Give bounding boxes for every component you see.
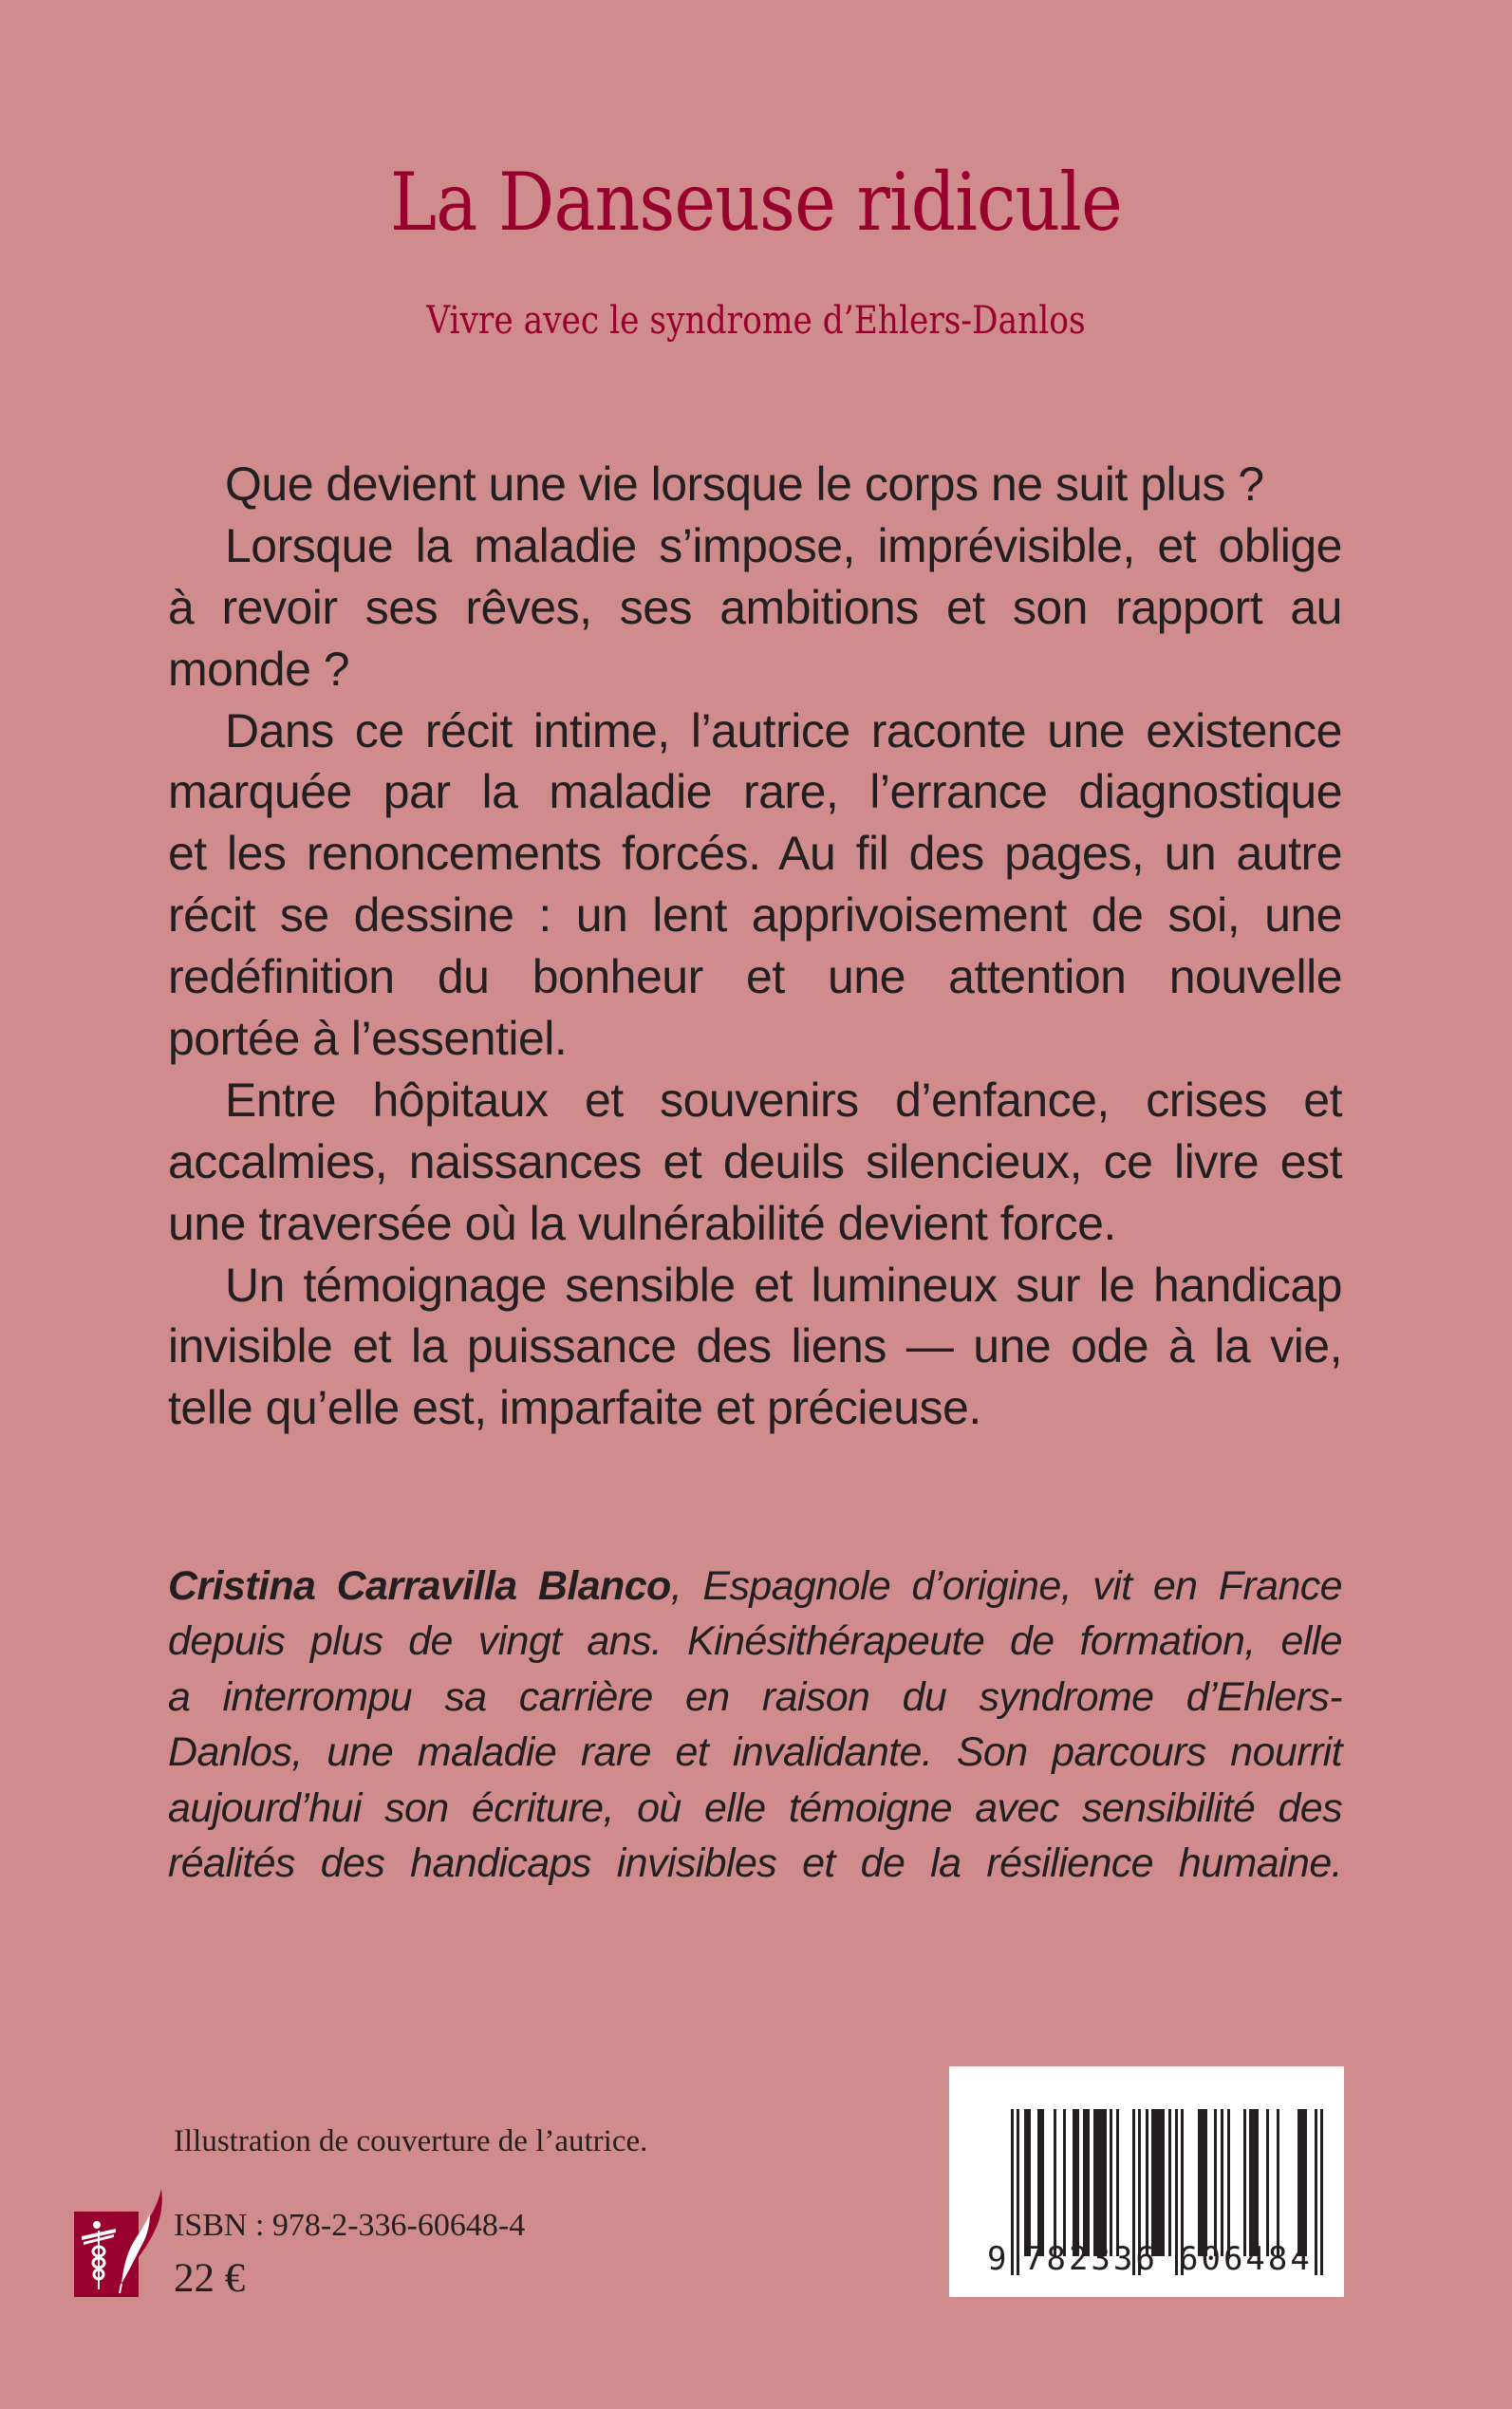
summary-line: Que devient une vie lorsque le corps ne suit plus ? — [225, 458, 1264, 511]
summary-line: invisible et la puissance des liens — une ode à la vie, — [168, 1319, 1342, 1373]
barcode-number — [949, 2240, 1344, 2278]
summary-line: portée à l’essentiel. — [168, 1012, 568, 1066]
summary-line: Dans ce récit intime, l’autrice raconte une existence — [225, 703, 1342, 757]
summary-line: Lorsque la maladie s’impose, imprévisible, et oblige — [225, 518, 1342, 572]
author-name: Cristina Carravilla Blanco — [168, 1563, 671, 1609]
barcode-right-group: 606484 — [1179, 2240, 1313, 2278]
bio-line: depuis plus de vingt ans. Kinésithérapeute de formation, elle — [168, 1618, 1342, 1665]
cover-illustration-credit: Illustration de couverture de l’autrice. — [174, 2124, 648, 2158]
barcode-first-digit: 9 — [987, 2240, 1007, 2278]
summary-line: et les renoncements forcés. Au fil des pages, un autre — [168, 827, 1342, 881]
summary-line: redéfinition du bonheur et une attention nouvelle — [168, 950, 1342, 1004]
price: 22 € — [174, 2256, 246, 2301]
bio-line — [168, 1559, 1342, 1614]
summary-line: une traversée où la vulnérabilité devient force. — [168, 1196, 1116, 1250]
bio-line: aujourd’hui son écriture, où elle témoigne avec sensibilité des — [168, 1784, 1342, 1831]
barcode — [949, 2066, 1344, 2297]
barcode-left-group: 782336 — [1024, 2240, 1158, 2278]
bio-line: Danlos, une maladie rare et invalidante. Son parcours nourrit — [168, 1729, 1342, 1776]
summary-line: à revoir ses rêves, ses ambitions et son rapport au — [168, 580, 1342, 634]
summary-line: marquée par la maladie rare, l’errance diagnostique — [168, 765, 1342, 819]
bio-line: réalités des handicaps invisibles et de la résilience humaine. — [168, 1839, 1342, 1886]
summary-text — [168, 454, 1342, 1439]
bio-line: a interrompu sa carrière en raison du syndrome d’Ehlers- — [168, 1673, 1342, 1720]
summary-line: telle qu’elle est, imparfaite et précieuse. — [168, 1381, 981, 1435]
book-title: La Danseuse ridicule — [390, 156, 1122, 249]
summary-line: monde ? — [168, 642, 350, 696]
summary-line: récit se dessine : un lent apprivoisement de soi, une — [168, 888, 1342, 943]
bio-text: , Espagnole d’origine, vit en France — [670, 1563, 1342, 1609]
summary-line: Entre hôpitaux et souvenirs d’enfance, crises et — [225, 1073, 1342, 1127]
summary-line: accalmies, naissances et deuils silencieux, ce livre est — [168, 1134, 1342, 1188]
isbn: ISBN : 978-2-336-60648-4 — [174, 2208, 526, 2243]
caduceus-feather-icon — [74, 2189, 169, 2299]
author-bio — [168, 1559, 1342, 1891]
book-subtitle: Vivre avec le syndrome d’Ehlers-Danlos — [426, 299, 1086, 343]
summary-line: Un témoignage sensible et lumineux sur le handicap — [225, 1258, 1342, 1312]
